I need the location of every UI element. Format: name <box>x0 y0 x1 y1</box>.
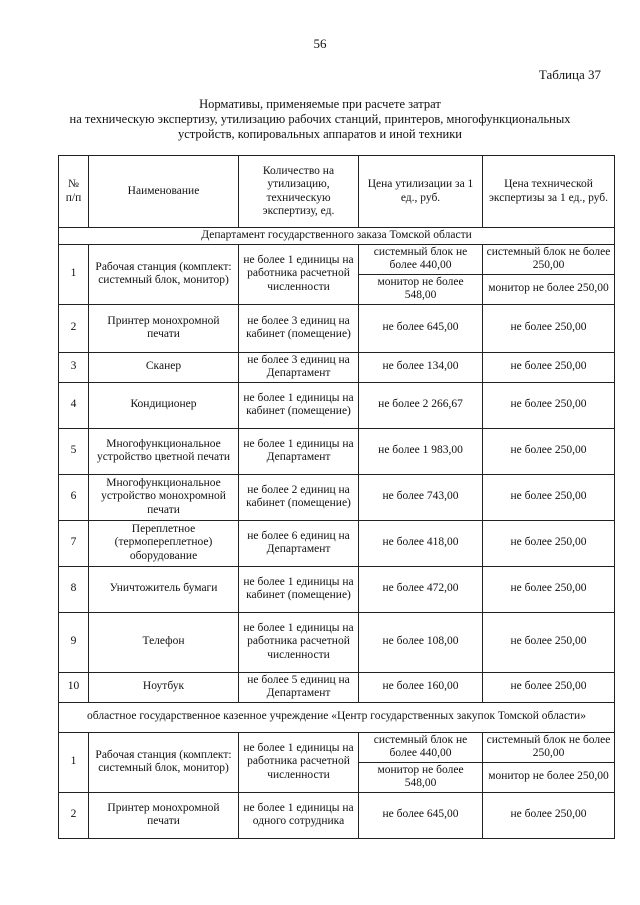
row-util-price: не более 134,00 <box>359 352 483 382</box>
row-expert-price: не более 250,00 <box>483 520 615 566</box>
page-number: 56 <box>313 36 327 51</box>
row-name: Уничтожитель бумаги <box>89 566 239 612</box>
row-expert-price: системный блок не более 250,00 <box>483 732 615 762</box>
row-util-price: системный блок не более 440,00 <box>359 732 483 762</box>
title-line: Нормативы, применяемые при расчете затрат <box>199 97 441 111</box>
header-num: № п/п <box>59 156 89 228</box>
section-title: Департамент государственного заказа Томской области <box>59 228 615 245</box>
header-util-price: Цена утилизации за 1 ед., руб. <box>359 156 483 228</box>
row-util-price: не более 418,00 <box>359 520 483 566</box>
row-name: Многофункциональное устройство монохромной печати <box>89 474 239 520</box>
row-expert-price: не более 250,00 <box>483 352 615 382</box>
row-name: Рабочая станция (комплект: системный блок, монитор) <box>89 732 239 792</box>
header-qty: Количество на утилизацию, техническую экспертизу, ед. <box>239 156 359 228</box>
document-title <box>60 97 580 142</box>
row-name: Принтер монохромной печати <box>89 304 239 352</box>
row-name: Ноутбук <box>89 672 239 702</box>
row-num: 9 <box>59 612 89 672</box>
row-expert-price: не более 250,00 <box>483 474 615 520</box>
row-util-price: не более 645,00 <box>359 304 483 352</box>
header-expert-price: Цена технической экспертизы за 1 ед., руб. <box>483 156 615 228</box>
row-qty: не более 6 единиц на Департамент <box>239 520 359 566</box>
row-qty: не более 5 единиц на Департамент <box>239 672 359 702</box>
row-util-price: не более 108,00 <box>359 612 483 672</box>
row-name: Рабочая станция (комплект: системный блок, монитор) <box>89 244 239 304</box>
row-name: Сканер <box>89 352 239 382</box>
row-qty: не более 1 единицы на кабинет (помещение) <box>239 382 359 428</box>
row-num: 7 <box>59 520 89 566</box>
section-title: областное государственное казенное учреждение «Центр государственных закупок Томской области» <box>59 702 615 732</box>
row-num: 2 <box>59 304 89 352</box>
row-name: Кондиционер <box>89 382 239 428</box>
row-expert-price: не более 250,00 <box>483 382 615 428</box>
row-expert-price: монитор не более 250,00 <box>483 762 615 792</box>
row-expert-price: монитор не более 250,00 <box>483 274 615 304</box>
row-name: Переплетное (термопереплетное) оборудование <box>89 520 239 566</box>
row-qty: не более 1 единицы на работника расчетной численности <box>239 732 359 792</box>
row-qty: не более 1 единицы на работника расчетной численности <box>239 612 359 672</box>
row-expert-price: не более 250,00 <box>483 672 615 702</box>
row-expert-price: не более 250,00 <box>483 428 615 474</box>
row-num: 6 <box>59 474 89 520</box>
row-util-price: не более 160,00 <box>359 672 483 702</box>
row-name: Многофункциональное устройство цветной печати <box>89 428 239 474</box>
row-num: 8 <box>59 566 89 612</box>
row-num: 10 <box>59 672 89 702</box>
title-line: устройств, копировальных аппаратов и иной техники <box>178 127 462 141</box>
row-qty: не более 3 единиц на кабинет (помещение) <box>239 304 359 352</box>
row-name: Принтер монохромной печати <box>89 792 239 838</box>
header-name: Наименование <box>89 156 239 228</box>
row-expert-price: не более 250,00 <box>483 304 615 352</box>
row-expert-price: не более 250,00 <box>483 612 615 672</box>
row-num: 5 <box>59 428 89 474</box>
row-num: 1 <box>59 244 89 304</box>
row-util-price: не более 1 983,00 <box>359 428 483 474</box>
row-qty: не более 2 единиц на кабинет (помещение) <box>239 474 359 520</box>
row-util-price: не более 743,00 <box>359 474 483 520</box>
norms-table <box>58 155 615 839</box>
row-expert-price: не более 250,00 <box>483 566 615 612</box>
row-num: 4 <box>59 382 89 428</box>
row-num: 1 <box>59 732 89 792</box>
title-line: на техническую экспертизу, утилизацию рабочих станций, принтеров, многофункциональных <box>69 112 571 126</box>
row-qty: не более 1 единицы на кабинет (помещение) <box>239 566 359 612</box>
row-qty: не более 1 единицы на одного сотрудника <box>239 792 359 838</box>
row-qty: не более 1 единицы на работника расчетной численности <box>239 244 359 304</box>
row-num: 3 <box>59 352 89 382</box>
row-util-price: не более 2 266,67 <box>359 382 483 428</box>
row-expert-price: системный блок не более 250,00 <box>483 244 615 274</box>
row-util-price: не более 645,00 <box>359 792 483 838</box>
row-name: Телефон <box>89 612 239 672</box>
row-util-price: монитор не более 548,00 <box>359 274 483 304</box>
row-expert-price: не более 250,00 <box>483 792 615 838</box>
row-util-price: монитор не более 548,00 <box>359 762 483 792</box>
table-label: Таблица 37 <box>538 67 601 82</box>
row-num: 2 <box>59 792 89 838</box>
row-util-price: системный блок не более 440,00 <box>359 244 483 274</box>
row-qty: не более 1 единицы на Департамент <box>239 428 359 474</box>
row-util-price: не более 472,00 <box>359 566 483 612</box>
row-qty: не более 3 единиц на Департамент <box>239 352 359 382</box>
